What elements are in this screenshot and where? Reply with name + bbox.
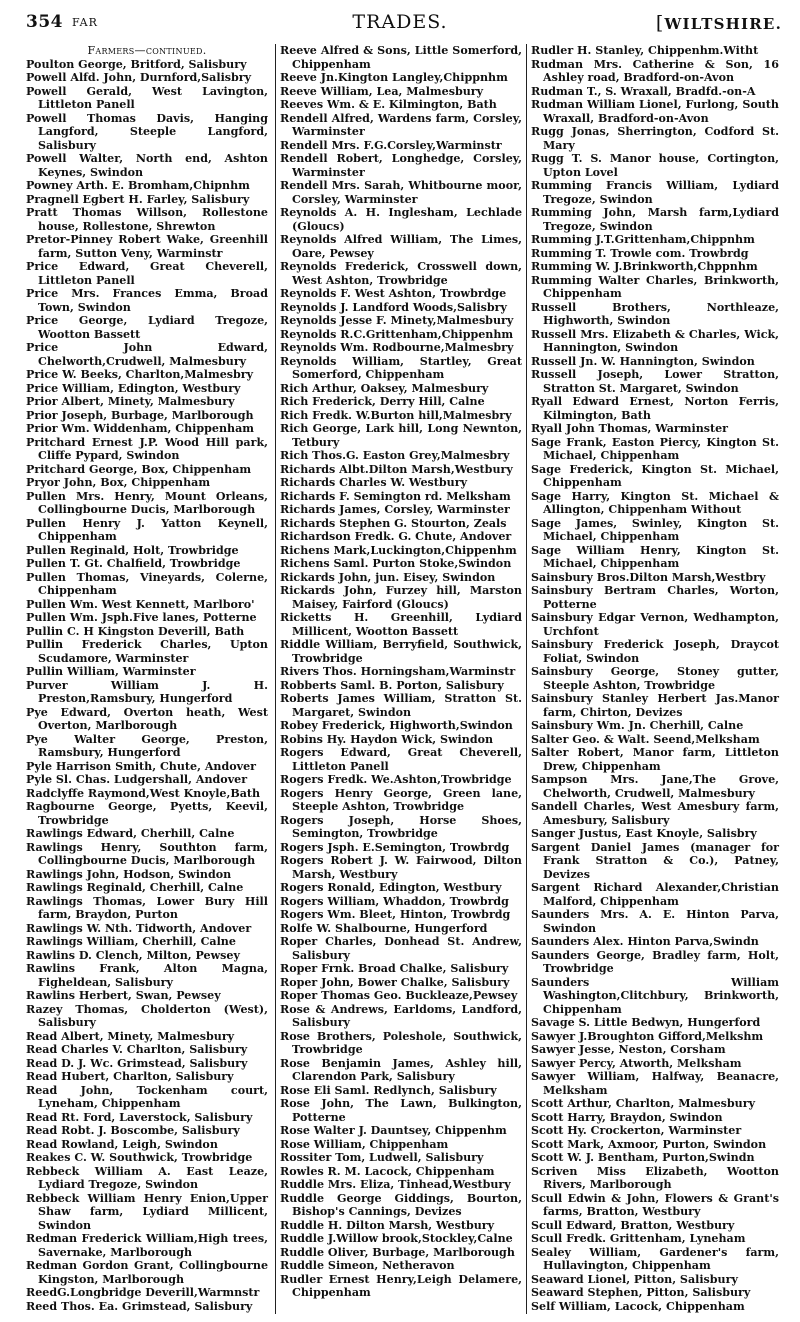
directory-entry: Sage Harry, Kington St. Michael & Allington, Chippenham Without	[531, 489, 779, 516]
directory-entry: Rawlings W. Nth. Tidworth, Andover	[26, 921, 252, 935]
directory-entry: Sainsbury Edgar Vernon, Wedhampton, Urchfont	[531, 611, 779, 638]
directory-entry: Pullen Wm. Jsph.Five lanes, Potterne	[26, 611, 257, 624]
directory-entry: Rogers Joseph, Horse Shoes, Semington, Trowbridge	[280, 813, 522, 840]
directory-entry: Pritchard Ernest J.P. Wood Hill park, Cliffe Pypard, Swindon	[26, 435, 268, 462]
directory-entry: Pryor John, Box, Chippenham	[26, 476, 211, 489]
directory-entry: Scull Edward, Bratton, Westbury	[531, 1218, 735, 1232]
county-label	[656, 12, 782, 34]
directory-entry: Sainsbury Bertram Charles, Worton, Potterne	[531, 584, 779, 611]
directory-entry: Rich George, Lark hill, Long Newnton, Tetbury	[280, 422, 522, 449]
directory-entry: Rudman William Lionel, Furlong, South Wraxall, Bradford-on-Avon	[531, 98, 779, 125]
directory-entry: Rogers Edward, Great Cheverell, Littleton Panell	[280, 746, 522, 773]
directory-entry: Rumming Walter Charles, Brinkworth, Chippenham	[531, 273, 779, 300]
directory-entry: Scott Harry, Braydon, Swindon	[531, 1110, 723, 1124]
directory-entry: Read Charles V. Charlton, Salisbury	[26, 1043, 248, 1056]
directory-entry: Sage William Henry, Kington St. Michael, Chippenham	[531, 543, 779, 570]
directory-entry: Scriven Miss Elizabeth, Wootton Rivers, Marlborough	[531, 1164, 779, 1191]
directory-entry: Rebbeck William A. East Leaze, Lydiard Tregoze, Swindon	[26, 1164, 268, 1191]
directory-entry: Ricketts H. Greenhill, Lydiard Millicent, Wootton Bassett	[280, 611, 522, 638]
directory-entry: Rudman Mrs. Catherine & Son, 16 Ashley road, Bradford-on-Avon	[531, 57, 779, 84]
directory-entry: Self William, Lacock, Chippenham	[531, 1299, 745, 1313]
directory-entry: Saunders George, Bradley farm, Holt, Trowbridge	[531, 948, 779, 975]
directory-entry: Rawlings Henry, Southton farm, Collingbourne Ducis, Marlborough	[26, 840, 268, 867]
directory-entry: Sampson Mrs. Jane,The Grove, Chelworth, Crudwell, Malmesbury	[531, 773, 779, 800]
directory-entry: Scott Arthur, Charlton, Malmesbury	[531, 1097, 756, 1110]
directory-entry: Pretor-Pinney Robert Wake, Greenhill farm, Sutton Veny, Warminstr	[26, 233, 268, 260]
directory-entry: Scull Fredk. Grittenham, Lyneham	[531, 1232, 746, 1245]
directory-entry: Rumming John, Marsh farm,Lydiard Tregoze, Swindon	[531, 206, 779, 233]
directory-entry: Rugg T. S. Manor house, Cortington, Upton Lovel	[531, 152, 779, 179]
directory-entry: Sawyer J.Broughton Gifford,Melkshm	[531, 1029, 764, 1043]
directory-entry: Ruddle Simeon, Netheravon	[280, 1259, 455, 1272]
directory-entry: Richens Saml. Purton Stoke,Swindon	[280, 557, 512, 570]
directory-entry: Ryall Edward Ernest, Norton Ferris, Kilmington, Bath	[531, 395, 779, 422]
directory-entry: Pullin William, Warminster	[26, 665, 196, 678]
directory-entry: Rendell Robert, Longhedge, Corsley, Warminster	[280, 152, 522, 179]
directory-entry: Roper Frnk. Broad Chalke, Salisbury	[280, 962, 509, 975]
directory-entry: Ruddle George Giddings, Bourton, Bishop's Cannings, Devizes	[280, 1191, 522, 1218]
directory-entry: Rogers Henry George, Green lane, Steeple Ashton, Trowbridge	[280, 786, 522, 813]
directory-entry: Price W. Beeks, Charlton,Malmesbry	[26, 368, 254, 381]
directory-entry: Rose Eli Saml. Redlynch, Salisbury	[280, 1083, 497, 1097]
directory-entry: Sainsbury George, Stoney gutter, Steeple Ashton, Trowbridge	[531, 665, 779, 692]
directory-entry: Ruddle J.Willow brook,Stockley,Calne	[280, 1232, 513, 1245]
directory-entry: Sainsbury Wm. Jn. Cherhill, Calne	[531, 719, 744, 732]
directory-entry: Rose Brothers, Poleshole, Southwick, Trowbridge	[280, 1029, 522, 1056]
directory-entry: Rumming T. Trowle com. Trowbrdg	[531, 246, 749, 260]
directory-entry: Pratt Thomas Willson, Rollestone house, Rollestone, Shrewton	[26, 206, 268, 233]
directory-entry: Read Albert, Minety, Malmesbury	[26, 1029, 235, 1043]
directory-entry: Savage S. Little Bedwyn, Hungerford	[531, 1016, 761, 1029]
directory-entry: Sage Frank, Easton Piercy, Kington St. Michael, Chippenham	[531, 435, 779, 462]
directory-entry: Rolfe W. Shalbourne, Hungerford	[280, 921, 488, 935]
directory-entry: Rose John, The Lawn, Bulkington, Potterne	[280, 1097, 522, 1124]
directory-entry: Pullen Reginald, Holt, Trowbridge	[26, 543, 239, 557]
column-1	[26, 44, 268, 1313]
directory-entry: Rudman T., S. Wraxall, Bradfd.-on-A	[531, 84, 756, 98]
directory-entry: Reynolds A. H. Inglesham, Lechlade (Gloucs)	[280, 206, 522, 233]
directory-entry: Sanger Justus, East Knoyle, Salisbry	[531, 827, 757, 840]
directory-entry: Rawlings Thomas, Lower Bury Hill farm, Braydon, Purton	[26, 894, 268, 921]
directory-entry: Saunders William Washington,Clitchbury, Brinkworth, Chippenham	[531, 975, 779, 1016]
directory-entry: Rumming W. J.Brinkworth,Chppnhm	[531, 260, 758, 273]
entry-list	[531, 44, 779, 1313]
directory-entry: Powell Walter, North end, Ashton Keynes, Swindon	[26, 152, 268, 179]
directory-entry: Robins Hy. Haydon Wick, Swindon	[280, 732, 494, 746]
directory-entry: ReedG.Longbridge Deverill,Warmnstr	[26, 1286, 260, 1299]
directory-entry: Pullen Thomas, Vineyards, Colerne, Chippenham	[26, 570, 268, 597]
column-divider	[275, 44, 276, 1314]
directory-entry: Sawyer Percy, Atworth, Melksham	[531, 1056, 742, 1070]
directory-entry: Rickards John, Furzey hill, Marston Maisey, Fairford (Gloucs)	[280, 584, 522, 611]
directory-entry: Salter Robert, Manor farm, Littleton Drew, Chippenham	[531, 746, 779, 773]
directory-entry: Reeve Jn.Kington Langley,Chippnhm	[280, 71, 508, 84]
directory-entry: Poulton George, Britford, Salisbury	[26, 57, 247, 71]
directory-entry: Price John Edward, Chelworth,Crudwell, Malmesbury	[26, 341, 268, 368]
directory-entry: Saunders Alex. Hinton Parva,Swindn	[531, 935, 759, 948]
directory-entry: Rawlins Frank, Alton Magna, Figheldean, Salisbury	[26, 962, 268, 989]
directory-entry: Rickards John, jun. Eisey, Swindon	[280, 570, 496, 584]
directory-entry: Rumming J.T.Grittenham,Chippnhm	[531, 233, 755, 246]
directory-entry: Ruddle Oliver, Burbage, Marlborough	[280, 1245, 515, 1259]
directory-entry: Rich Thos.G. Easton Grey,Malmesbry	[280, 449, 510, 462]
county-name: WILTSHIRE.	[664, 15, 782, 33]
directory-entry: Reynolds R.C.Grittenham,Chippenhm	[280, 327, 514, 341]
directory-entry: Sainsbury Frederick Joseph, Draycot Foliat, Swindon	[531, 638, 779, 665]
directory-entry: Rugg Jonas, Sherrington, Codford St. Mary	[531, 125, 779, 152]
directory-entry: Radclyffe Raymond,West Knoyle,Bath	[26, 786, 261, 800]
column-divider	[526, 44, 527, 1314]
directory-entry: Rogers Wm. Bleet, Hinton, Trowbrdg	[280, 908, 511, 921]
directory-entry: Roper John, Bower Chalke, Salisbury	[280, 975, 510, 989]
directory-entry: Russell Joseph, Lower Stratton, Stratton St. Margaret, Swindon	[531, 368, 779, 395]
directory-entry: Roberts James William, Stratton St. Margaret, Swindon	[280, 692, 522, 719]
entry-list	[280, 44, 522, 1300]
bracket-mark: [	[655, 12, 665, 34]
directory-entry: Scott W. J. Bentham, Purton,Swindn	[531, 1151, 755, 1164]
directory-entry: Read Robt. J. Boscombe, Salisbury	[26, 1124, 240, 1137]
directory-entry: Richardson Fredk. G. Chute, Andover	[280, 530, 512, 543]
directory-entry: Sage Frederick, Kington St. Michael, Chippenham	[531, 462, 779, 489]
directory-entry: Saunders Mrs. A. E. Hinton Parva, Swindon	[531, 908, 779, 935]
directory-entry: Rawlings William, Cherhill, Calne	[26, 935, 236, 948]
directory-entry: Prior Wm. Widdenham, Chippenham	[26, 422, 255, 435]
directory-entry: Scull Edwin & John, Flowers & Grant's farms, Bratton, Westbury	[531, 1191, 779, 1218]
directory-entry: Russell Jn. W. Hannington, Swindon	[531, 354, 755, 368]
directory-entry: Rogers Jsph. E.Semington, Trowbrdg	[280, 840, 510, 854]
directory-entry: Pullin C. H Kingston Deverill, Bath	[26, 624, 245, 638]
directory-entry: Prior Joseph, Burbage, Marlborough	[26, 408, 254, 422]
directory-entry: Rose William, Chippenham	[280, 1137, 449, 1151]
directory-entry: Price William, Edington, Westbury	[26, 381, 241, 395]
directory-entry: Pullen Wm. West Kennett, Marlboro'	[26, 597, 255, 611]
directory-entry: Reynolds Frederick, Crosswell down, West Ashton, Trowbridge	[280, 260, 522, 287]
directory-entry: Pyle Harrison Smith, Chute, Andover	[26, 759, 256, 773]
directory-entry: Ruddle H. Dilton Marsh, Westbury	[280, 1218, 495, 1232]
directory-entry: Redman Gordon Grant, Collingbourne Kingston, Marlborough	[26, 1259, 268, 1286]
directory-entry: Rossiter Tom, Ludwell, Salisbury	[280, 1151, 484, 1164]
column-2	[280, 44, 522, 1300]
directory-entry: Roper Charles, Donhead St. Andrew, Salisbury	[280, 935, 522, 962]
directory-entry: Rawlings Reginald, Cherhill, Calne	[26, 881, 244, 894]
directory-entry: Redman Frederick William,High trees, Savernake, Marlborough	[26, 1232, 268, 1259]
directory-entry: Reed Thos. Ea. Grimstead, Salisbury	[26, 1299, 253, 1313]
running-head: FAR	[72, 16, 98, 29]
directory-entry: Razey Thomas, Cholderton (West), Salisbury	[26, 1002, 268, 1029]
directory-entry: Pragnell Egbert H. Farley, Salisbury	[26, 192, 250, 206]
directory-entry: Powell Alfd. John, Durnford,Salisbry	[26, 71, 252, 84]
directory-entry: Reynolds Jesse F. Minety,Malmesbury	[280, 314, 514, 327]
directory-entry: Pullin Frederick Charles, Upton Scudamore, Warminster	[26, 638, 268, 665]
directory-entry: Pye Walter George, Preston, Ramsbury, Hungerford	[26, 732, 268, 759]
directory-entry: Rose & Andrews, Earldoms, Landford, Salisbury	[280, 1002, 522, 1029]
directory-entry: Rivers Thos. Horningsham,Warminstr	[280, 665, 516, 678]
directory-entry: Rogers Fredk. We.Ashton,Trowbridge	[280, 773, 512, 786]
directory-entry: Scott Mark, Axmoor, Purton, Swindon	[531, 1137, 767, 1151]
directory-entry: Richards Albt.Dilton Marsh,Westbury	[280, 462, 513, 476]
directory-entry: Richards James, Corsley, Warminster	[280, 503, 510, 516]
directory-entry: Reynolds William, Startley, Great Somerford, Chippenham	[280, 354, 522, 381]
directory-entry: Rogers William, Whaddon, Trowbrdg	[280, 894, 509, 908]
directory-entry: Robberts Saml. B. Porton, Salisbury	[280, 678, 504, 692]
directory-entry: Salter Geo. & Walt. Seend,Melksham	[531, 732, 760, 746]
page-number: 354	[26, 12, 63, 32]
directory-entry: Riddle William, Berryfield, Southwick, Trowbridge	[280, 638, 522, 665]
directory-entry: Rogers Robert J. W. Fairwood, Dilton Marsh, Westbury	[280, 854, 522, 881]
directory-entry: Ragbourne George, Pyetts, Keevil, Trowbridge	[26, 800, 268, 827]
directory-entry: Rendell Mrs. Sarah, Whitbourne moor, Corsley, Warminster	[280, 179, 522, 206]
directory-entry: Sawyer Jesse, Neston, Corsham	[531, 1043, 726, 1056]
directory-entry: Pullen Mrs. Henry, Mount Orleans, Collingbourne Ducis, Marlborough	[26, 489, 268, 516]
directory-entry: Pritchard George, Box, Chippenham	[26, 462, 252, 476]
directory-entry: Rudler Ernest Henry,Leigh Delamere, Chippenham	[280, 1272, 522, 1299]
directory-entry: Pyle Sl. Chas. Ludgershall, Andover	[26, 773, 248, 786]
directory-entry: Russell Mrs. Elizabeth & Charles, Wick, Hannington, Swindon	[531, 327, 779, 354]
directory-entry: Roper Thomas Geo. Buckleaze,Pewsey	[280, 989, 518, 1002]
directory-entry: Read Hubert, Charlton, Salisbury	[26, 1070, 234, 1083]
directory-entry: Reynolds J. Landford Woods,Salisbry	[280, 300, 507, 314]
directory-entry: Price George, Lydiard Tregoze, Wootton Bassett	[26, 314, 268, 341]
directory-entry: Richards Charles W. Westbury	[280, 476, 468, 489]
directory-entry: Rawlins D. Clench, Milton, Pewsey	[26, 948, 240, 962]
section-heading: Farmers—continued.	[87, 44, 207, 57]
directory-entry: Sandell Charles, West Amesbury farm, Amesbury, Salisbury	[531, 800, 779, 827]
directory-entry: Rich Fredk. W.Burton hill,Malmesbry	[280, 408, 512, 422]
directory-entry: Rendell Alfred, Wardens farm, Corsley, Warminster	[280, 111, 522, 138]
directory-entry: Read John, Tockenham court, Lyneham, Chippenham	[26, 1083, 268, 1110]
directory-entry: Sargent Richard Alexander,Christian Malford, Chippenham	[531, 881, 779, 908]
directory-entry: Rich Arthur, Oaksey, Malmesbury	[280, 381, 489, 395]
directory-entry: Read Rowland, Leigh, Swindon	[26, 1137, 218, 1151]
entry-list	[26, 58, 268, 1314]
directory-entry: Reynolds F. West Ashton, Trowbrdge	[280, 287, 507, 300]
directory-entry: Scott Hy. Crockerton, Warminster	[531, 1124, 742, 1137]
directory-entry: Pullen T. Gt. Chalfield, Trowbridge	[26, 557, 241, 570]
directory-entry: Reeves Wm. & E. Kilmington, Bath	[280, 98, 497, 111]
directory-entry: Sealey William, Gardener's farm, Hullavington, Chippenham	[531, 1245, 779, 1272]
directory-entry: Seaward Stephen, Pitton, Salisbury	[531, 1286, 751, 1299]
directory-entry: Powell Gerald, West Lavington, Littleton Panell	[26, 84, 268, 111]
directory-entry: Reeve William, Lea, Malmesbury	[280, 84, 484, 98]
directory-entry: Rumming Francis William, Lydiard Tregoze, Swindon	[531, 179, 779, 206]
page-title: TRADES.	[352, 11, 448, 33]
directory-entry: Rudler H. Stanley, Chippenhm.Witht	[531, 44, 759, 57]
directory-entry: Rawlins Herbert, Swan, Pewsey	[26, 989, 221, 1002]
directory-entry: Read D. J. Wc. Grimstead, Salisbury	[26, 1056, 248, 1070]
directory-entry: Reakes C. W. Southwick, Trowbridge	[26, 1151, 253, 1164]
page-header	[0, 0, 800, 36]
directory-entry: Ryall John Thomas, Warminster	[531, 422, 729, 435]
directory-entry: Rich Frederick, Derry Hill, Calne	[280, 395, 485, 408]
directory-entry: Sargent Daniel James (manager for Frank Stratton & Co.), Patney, Devizes	[531, 840, 779, 881]
directory-entry: Richards Stephen G. Stourton, Zeals	[280, 516, 507, 530]
directory-entry: Ruddle Mrs. Eliza, Tinhead,Westbury	[280, 1178, 511, 1191]
directory-entry: Reynolds Wm. Rodbourne,Malmesbry	[280, 341, 514, 354]
directory-entry: Sainsbury Stanley Herbert Jas.Manor farm, Chirton, Devizes	[531, 692, 779, 719]
directory-entry: Rendell Mrs. F.G.Corsley,Warminstr	[280, 138, 502, 152]
directory-entry: Rebbeck William Henry Enion,Upper Shaw farm, Lydiard Millicent, Swindon	[26, 1191, 268, 1232]
directory-entry: Russell Brothers, Northleaze, Highworth, Swindon	[531, 300, 779, 327]
directory-entry: Seaward Lionel, Pitton, Salisbury	[531, 1272, 738, 1286]
directory-entry: Read Rt. Ford, Laverstock, Salisbury	[26, 1110, 253, 1124]
directory-entry: Price Edward, Great Cheverell, Littleton Panell	[26, 260, 268, 287]
directory-entry: Rawlings John, Hodson, Swindon	[26, 867, 232, 881]
directory-entry: Sawyer William, Halfway, Beanacre, Melksham	[531, 1070, 779, 1097]
directory-entry: Rawlings Edward, Cherhill, Calne	[26, 827, 235, 840]
directory-entry: Pye Edward, Overton heath, West Overton, Marlborough	[26, 705, 268, 732]
directory-entry: Richens Mark,Luckington,Chippenhm	[280, 543, 517, 557]
directory-entry: Reeve Alfred & Sons, Little Somerford, Chippenham	[280, 44, 522, 71]
directory-entry: Sage James, Swinley, Kington St. Michael, Chippenham	[531, 516, 779, 543]
directory-entry: Pullen Henry J. Yatton Keynell, Chippenham	[26, 516, 268, 543]
directory-entry: Rose Walter J. Dauntsey, Chippenhm	[280, 1124, 507, 1137]
directory-entry: Price Mrs. Frances Emma, Broad Town, Swindon	[26, 287, 268, 314]
directory-entry: Powney Arth. E. Bromham,Chipnhm	[26, 179, 250, 192]
directory-entry: Prior Albert, Minety, Malmesbury	[26, 395, 235, 408]
directory-entry: Purver William J. H. Preston,Ramsbury, Hungerford	[26, 678, 268, 705]
directory-entry: Sainsbury Bros.Dilton Marsh,Westbry	[531, 570, 766, 584]
directory-entry: Richards F. Semington rd. Melksham	[280, 489, 511, 503]
column-3	[531, 44, 779, 1313]
directory-entry: Reynolds Alfred William, The Limes, Oare, Pewsey	[280, 233, 522, 260]
directory-entry: Powell Thomas Davis, Hanging Langford, Steeple Langford, Salisbury	[26, 111, 268, 152]
directory-entry: Rose Benjamin James, Ashley hill, Clarendon Park, Salisbury	[280, 1056, 522, 1083]
directory-entry: Robey Frederick, Highworth,Swindon	[280, 719, 513, 732]
directory-entry: Rowles R. M. Lacock, Chippenham	[280, 1164, 495, 1178]
directory-entry: Rogers Ronald, Edington, Westbury	[280, 881, 502, 894]
